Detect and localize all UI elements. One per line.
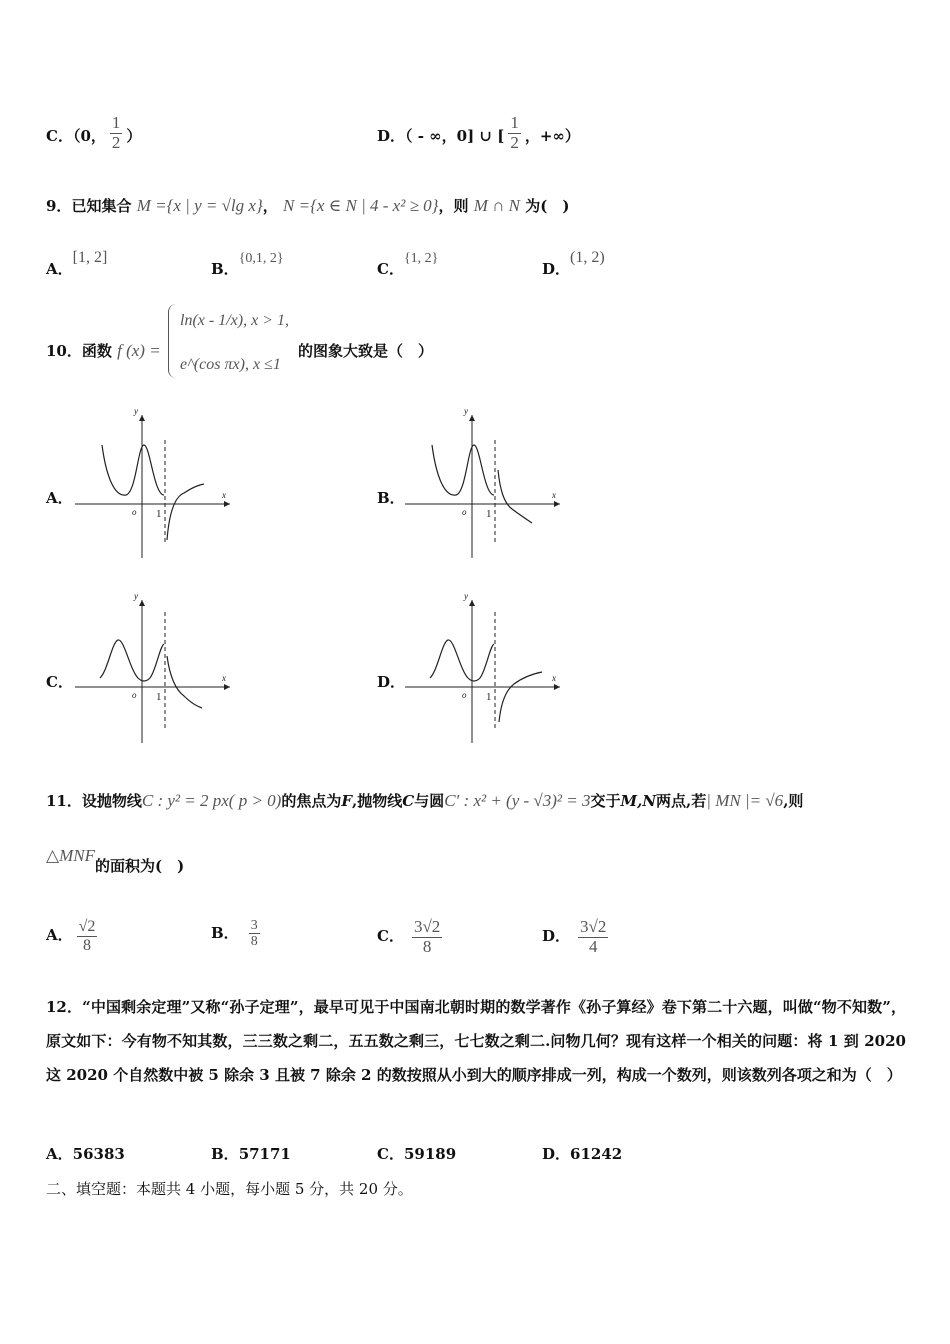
x-axis-arrow	[224, 501, 230, 507]
option-text: （ - ∞，0] ∪ [	[405, 127, 505, 146]
axis-label-one: 1	[486, 691, 492, 703]
question-number: 11．	[46, 792, 82, 810]
option-label: D．	[542, 1145, 571, 1163]
question-number: 10．	[46, 342, 82, 360]
question-text: 与圆	[414, 792, 445, 810]
denominator: 8	[422, 936, 432, 956]
curve-left	[100, 640, 164, 681]
curve-left	[430, 640, 494, 681]
option-label: D．	[377, 127, 406, 146]
question-text: 为( )	[525, 197, 570, 215]
option-label: B．	[211, 1145, 239, 1163]
option-label: C．	[377, 260, 404, 278]
q8-option-c	[46, 113, 142, 156]
axis-label-origin: o	[462, 690, 467, 700]
question-text: 函数	[81, 342, 112, 360]
option-value: (1, 2)	[570, 249, 605, 266]
curve-right	[167, 484, 204, 540]
option-label: D．	[377, 673, 406, 691]
numerator: √2	[78, 918, 96, 935]
curve-left	[432, 445, 494, 495]
fraction	[412, 918, 442, 956]
question-text: 的焦点为	[281, 792, 342, 810]
option-label: C．	[377, 927, 404, 946]
option-label: B．	[377, 489, 405, 507]
axis-label-y: y	[134, 406, 138, 416]
denominator: 2	[510, 132, 519, 152]
numerator: 1	[510, 113, 519, 132]
x-axis-arrow	[554, 684, 560, 690]
graph-option-c	[70, 590, 240, 745]
numerator: 3√2	[413, 917, 441, 936]
graph-option-b	[400, 405, 570, 560]
axis-label-x: x	[222, 490, 226, 500]
q12-option-d	[542, 1143, 622, 1164]
y-axis-arrow	[139, 600, 145, 606]
formula: N ={x ∈ N | 4 - x² ≥ 0}	[283, 196, 439, 215]
option-label: A．	[46, 489, 73, 507]
formula: M ={x | y = √lg x}	[136, 196, 263, 215]
option-text: （0，	[72, 127, 106, 146]
question-text: 两点,若	[656, 792, 707, 810]
numerator: 3√2	[580, 917, 607, 936]
option-value: 57171	[238, 1145, 291, 1163]
q12-option-a	[46, 1143, 125, 1164]
q11-option-b	[211, 918, 260, 950]
option-value: [1, 2]	[72, 249, 108, 266]
y-axis-arrow	[469, 415, 475, 421]
fraction	[77, 918, 98, 954]
option-text: ）	[126, 127, 142, 146]
q11-option-a	[46, 918, 97, 954]
question-9	[46, 195, 569, 216]
q9-option-d	[542, 246, 605, 278]
x-axis-arrow	[554, 501, 560, 507]
option-label: D．	[542, 927, 571, 946]
question-11	[46, 790, 803, 811]
option-label: B．	[211, 260, 239, 278]
piecewise-case-2: e^(cos πx), x ≤1	[180, 356, 281, 373]
question-text: 交于	[590, 792, 621, 810]
q12-option-c	[377, 1143, 456, 1164]
denominator: 8	[250, 934, 258, 950]
option-text: ，+∞）	[524, 127, 580, 146]
option-label: A．	[46, 1145, 73, 1163]
question-text: 的图象大致是（ ）	[298, 342, 434, 360]
denominator: 4	[588, 936, 598, 956]
question-text: 的面积为( )	[94, 857, 185, 875]
fraction	[249, 918, 260, 950]
curve-right	[167, 656, 202, 708]
option-label: C．	[377, 1145, 404, 1163]
option-value: {0,1, 2}	[238, 251, 284, 266]
question-10-lead	[46, 340, 161, 361]
option-label: D．	[542, 260, 571, 278]
axis-label-origin: o	[462, 507, 467, 517]
axis-label-x: x	[552, 490, 556, 500]
axis-label-one: 1	[156, 508, 162, 520]
formula: M ∩ N	[473, 196, 520, 215]
axis-label-one: 1	[486, 508, 492, 520]
option-label: C．	[46, 127, 73, 146]
fraction	[578, 918, 608, 956]
formula: C : y² = 2 px( p > 0)	[141, 791, 282, 810]
option-value: 56383	[72, 1145, 125, 1163]
axis-label-one: 1	[156, 691, 162, 703]
option-value: 61242	[570, 1145, 623, 1163]
question-text: ，	[262, 197, 278, 215]
x-axis-arrow	[224, 684, 230, 690]
axis-label-x: x	[552, 673, 556, 683]
curve-left	[102, 445, 164, 495]
option-label: A．	[46, 260, 73, 278]
curve-right	[498, 470, 532, 523]
option-value: 59189	[403, 1145, 457, 1163]
q11-option-d	[542, 918, 608, 956]
y-axis-arrow	[469, 600, 475, 606]
question-11-cont	[46, 846, 185, 876]
symbol: C	[402, 792, 415, 810]
numerator: 3	[250, 918, 258, 933]
fraction	[110, 114, 123, 152]
q11-option-c	[377, 918, 442, 956]
curve-right	[499, 672, 542, 722]
question-text: 设抛物线	[81, 792, 142, 810]
question-text: 已知集合	[71, 197, 132, 215]
graph-option-d	[400, 590, 570, 745]
q8-option-d	[377, 113, 580, 156]
q12-option-b	[211, 1143, 291, 1164]
option-label: A．	[46, 926, 73, 945]
fraction	[508, 114, 521, 152]
denominator: 8	[83, 936, 92, 954]
formula: C′ : x² + (y - √3)² = 3	[444, 791, 591, 810]
axis-label-y: y	[134, 591, 138, 601]
formula: | MN |= √6	[706, 791, 784, 810]
axis-label-origin: o	[132, 507, 137, 517]
axis-label-origin: o	[132, 690, 137, 700]
section-heading: 二、填空题：本题共 4 小题，每小题 5 分，共 20 分。	[46, 1180, 413, 1198]
y-axis-arrow	[139, 415, 145, 421]
denominator: 2	[111, 132, 121, 152]
symbol: M,N	[620, 792, 657, 810]
q9-option-a	[46, 246, 108, 278]
piecewise-brace	[168, 304, 177, 378]
option-label: B．	[211, 923, 239, 942]
piecewise-case-1: ln(x - 1/x), x > 1,	[180, 312, 289, 329]
option-value: {1, 2}	[403, 251, 439, 266]
formula: △MNF	[46, 846, 95, 865]
formula: f (x) =	[117, 341, 161, 360]
numerator: 1	[111, 113, 121, 132]
question-text: ,则	[783, 792, 804, 810]
axis-label-y: y	[464, 406, 468, 416]
question-12: 12．“中国剩余定理”又称“孙子定理”，最早可见于中国南北朝时期的数学著作《孙子算经》卷下第二十六题，叫做“物不知数”，原文如下：今有物不知其数，三三数之剩二，五五数之剩三，七七数之剩二.问物几何？现有这样一个相关的问题：将 1 到 2020 这 2020 个自然数中被 5 除余 3 且被 7 除余 2 的数按照从小到大的顺序排成一列，构成一个数列，则该数列各项之和为（ ）	[46, 998, 906, 1084]
question-text: ,抛物线	[352, 792, 403, 810]
graph-option-a	[70, 405, 240, 560]
question-number: 9．	[46, 197, 72, 215]
axis-label-y: y	[464, 591, 468, 601]
q9-option-b	[211, 246, 284, 278]
symbol: F	[341, 792, 353, 810]
option-label: C．	[46, 673, 73, 691]
question-text: ，则	[438, 197, 469, 215]
axis-label-x: x	[222, 673, 226, 683]
q9-option-c	[377, 246, 439, 278]
